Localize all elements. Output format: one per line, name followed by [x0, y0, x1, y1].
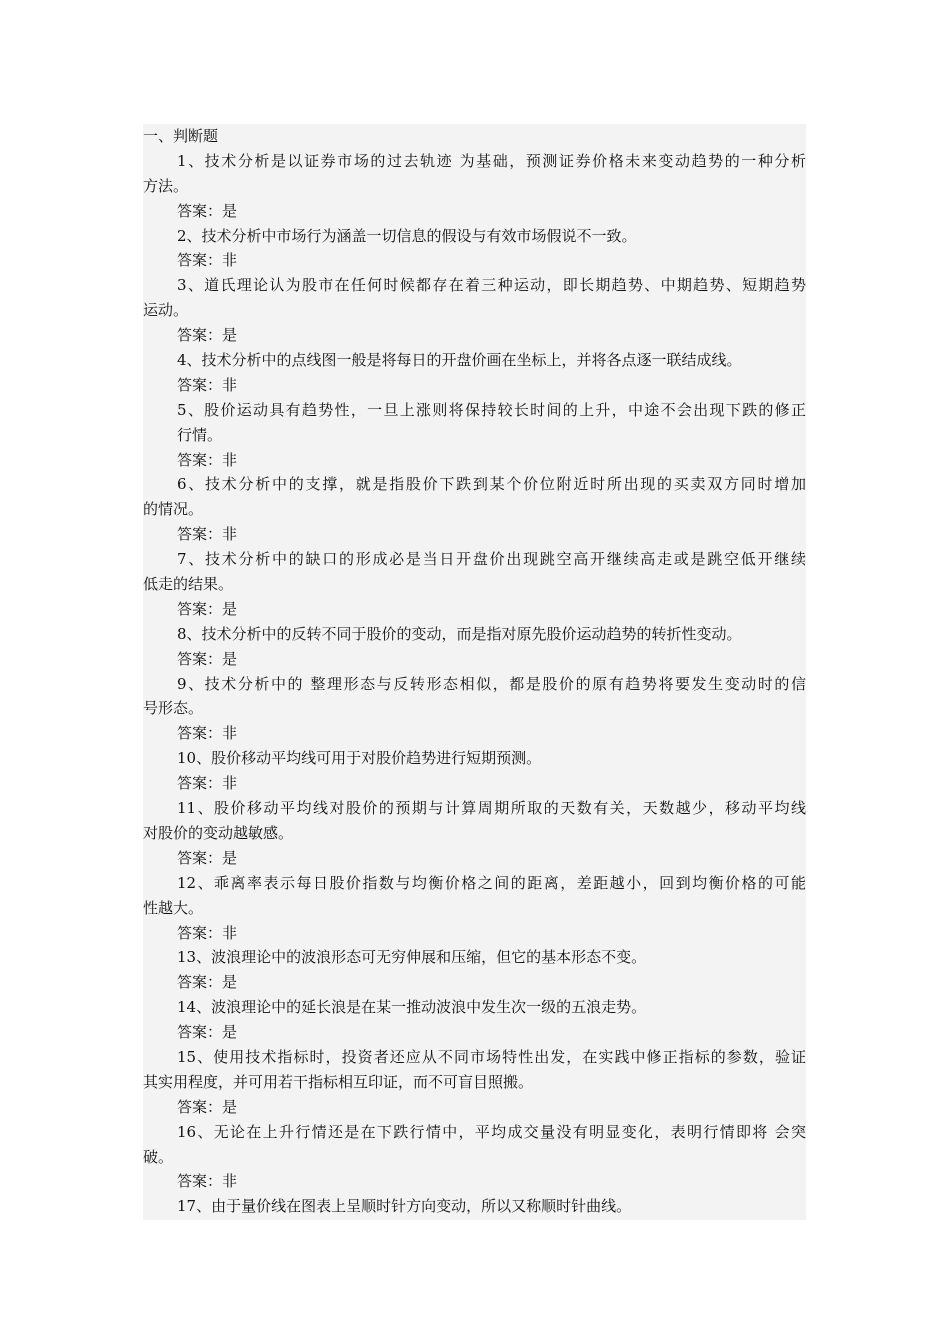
question-text-continued: 号形态。: [143, 699, 204, 718]
question-text: 8、技术分析中的反转不同于股价的变动，而是指对原先股价运动趋势的转折性变动。: [177, 624, 742, 643]
question-item: [143, 796, 806, 871]
answer-value: 非: [222, 525, 238, 544]
question-text: 7、技术分析中的缺口的形成必是当日开盘价出现跳空高开继续高走或是跳空低开继续: [177, 550, 806, 569]
question-text: 10、股价移动平均线可用于对股价趋势进行短期预测。: [177, 749, 542, 768]
question-text-continued: 运动。: [143, 301, 189, 320]
answer-value: 非: [222, 251, 238, 270]
answer-value: 是: [222, 599, 238, 618]
question-text: 12、乖离率表示每日股价指数与均衡价格之间的距离，差距越小，回到均衡价格的可能: [177, 873, 806, 892]
question-text-continued: 低走的结果。: [143, 575, 234, 594]
question-text-continued: 方法。: [143, 176, 189, 195]
question-item: [143, 871, 806, 946]
document-page: [143, 124, 806, 1220]
answer-label: 答案：: [177, 724, 223, 743]
answer-line: [143, 522, 806, 547]
answer-line: [143, 647, 806, 672]
answer-value: 是: [222, 1023, 238, 1042]
answer-value: 是: [222, 201, 238, 220]
question-text: 15、使用技术指标时，投资者还应从不同市场特性出发，在实践中修正指标的参数，验证: [177, 1047, 806, 1066]
question-text-continued: 的情况。: [143, 500, 204, 519]
question-text: 2、技术分析中市场行为涵盖一切信息的假设与有效市场假说不一致。: [177, 226, 637, 245]
question-text: 5、股价运动具有趋势性，一旦上涨则将保持较长时间的上升，中途不会出现下跌的修正: [177, 400, 806, 419]
answer-value: 是: [222, 649, 238, 668]
section-title: 一、判断题: [143, 127, 219, 145]
answer-label: 答案：: [177, 450, 223, 469]
question-item: [143, 945, 806, 995]
question-item: [143, 1120, 806, 1195]
answer-value: 是: [222, 1097, 238, 1116]
question-text-continued: 性越大。: [143, 898, 204, 917]
question-text: 14、波浪理论中的延长浪是在某一推动波浪中发生次一级的五浪走势。: [177, 998, 647, 1017]
question-text-continued: 行情。: [177, 425, 223, 444]
question-text: 13、波浪理论中的波浪形态可无穷伸展和压缩，但它的基本形态不变。: [177, 948, 647, 967]
answer-line: [143, 846, 806, 871]
answer-value: 非: [222, 1172, 238, 1191]
answer-line: [143, 970, 806, 995]
question-item: [143, 547, 806, 622]
answer-label: 答案：: [177, 251, 223, 270]
answer-label: 答案：: [177, 848, 223, 867]
answer-label: 答案：: [177, 923, 223, 942]
answer-label: 答案：: [177, 599, 223, 618]
answer-value: 非: [222, 923, 238, 942]
answer-label: 答案：: [177, 525, 223, 544]
question-list: [143, 149, 806, 1219]
question-text: 9、技术分析中的 整理形态与反转形态相似，都是股价的原有趋势将要发生变动时的信: [177, 674, 806, 693]
question-item: [143, 1194, 806, 1219]
answer-label: 答案：: [177, 1023, 223, 1042]
answer-label: 答案：: [177, 1172, 223, 1191]
answer-value: 非: [222, 724, 238, 743]
answer-label: 答案：: [177, 326, 223, 345]
answer-value: 非: [222, 375, 238, 394]
answer-line: [143, 771, 806, 796]
answer-line: [143, 1169, 806, 1194]
question-item: [143, 995, 806, 1045]
answer-line: [143, 1095, 806, 1120]
question-text: 4、技术分析中的点线图一般是将每日的开盘价画在坐标上，并将各点逐一联结成线。: [177, 351, 742, 370]
answer-value: 非: [222, 774, 238, 793]
question-text: 1、技术分析是以证券市场的过去轨迹 为基础，预测证券价格未来变动趋势的一种分析: [177, 151, 806, 170]
question-item: [143, 348, 806, 398]
answer-line: [143, 921, 806, 946]
question-text: 11、股价移动平均线对股价的预期与计算周期所取的天数有关，天数越少，移动平均线: [177, 799, 806, 818]
answer-value: 是: [222, 973, 238, 992]
answer-line: [143, 199, 806, 224]
answer-line: [143, 721, 806, 746]
answer-label: 答案：: [177, 201, 223, 220]
question-text-continued: 对股价的变动越敏感。: [143, 823, 294, 842]
question-item: [143, 1045, 806, 1120]
question-text-continued: 其实用程度，并可用若干指标相互印证，而不可盲目照搬。: [143, 1072, 534, 1091]
answer-line: [143, 597, 806, 622]
answer-line: [143, 448, 806, 473]
answer-value: 是: [222, 848, 238, 867]
answer-label: 答案：: [177, 1097, 223, 1116]
answer-value: 是: [222, 326, 238, 345]
question-text-continued: 破。: [143, 1147, 174, 1166]
question-item: [143, 622, 806, 672]
question-item: [143, 672, 806, 747]
question-text: 6、技术分析中的支撑，就是指股价下跌到某个价位附近时所出现的买卖双方同时增加: [177, 475, 806, 494]
answer-line: [143, 373, 806, 398]
answer-line: [143, 248, 806, 273]
answer-label: 答案：: [177, 649, 223, 668]
answer-label: 答案：: [177, 973, 223, 992]
question-item: [143, 398, 806, 473]
answer-label: 答案：: [177, 375, 223, 394]
question-item: [143, 149, 806, 224]
question-item: [143, 224, 806, 274]
question-item: [143, 746, 806, 796]
question-text: 3、道氏理论认为股市在任何时候都存在着三种运动，即长期趋势、中期趋势、短期趋势: [177, 276, 806, 295]
question-text: 16、无论在上升行情还是在下跌行情中，平均成交量没有明显变化，表明行情即将 会突: [177, 1122, 806, 1141]
answer-label: 答案：: [177, 774, 223, 793]
answer-value: 非: [222, 450, 238, 469]
answer-line: [143, 1020, 806, 1045]
question-text: 17、由于量价线在图表上呈顺时针方向变动，所以又称顺时针曲线。: [177, 1197, 632, 1216]
question-item: [143, 273, 806, 348]
question-item: [143, 472, 806, 547]
answer-line: [143, 323, 806, 348]
